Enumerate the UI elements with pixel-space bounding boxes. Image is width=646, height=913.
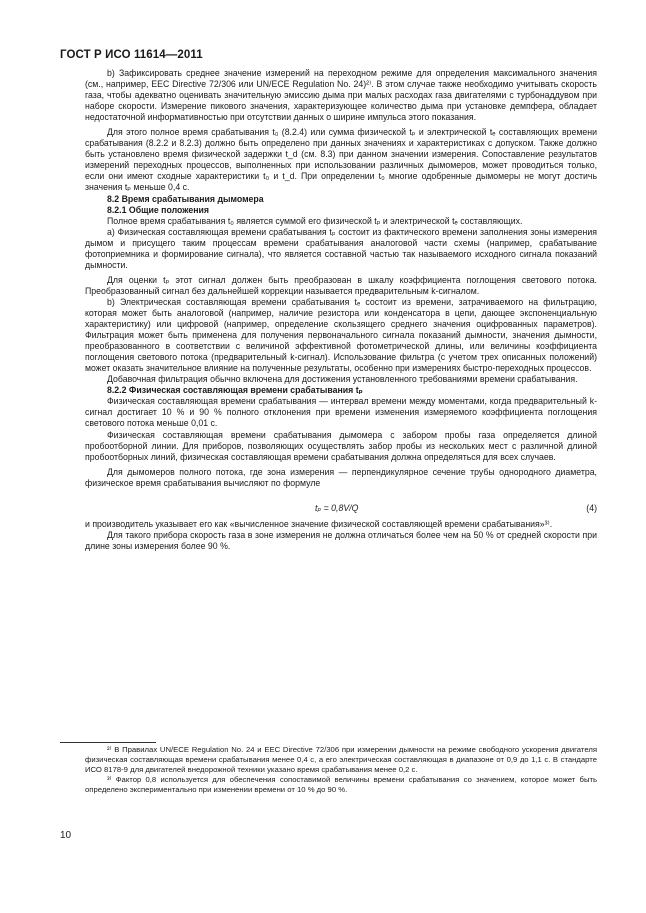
paragraph-manufacturer-value: и производитель указывает его как «вычисленное значение физической составляющей времени срабатывания»³⁾. xyxy=(85,518,553,529)
paragraph-k-signal: Для оценки tₚ этот сигнал должен быть преобразован в шкалу коэффициента поглощения светового потока. Преобразованный сигнал без дальнейшей коррекции называется предварительным k-сигналом. xyxy=(85,274,597,296)
formula-4 xyxy=(85,493,597,515)
body-text xyxy=(85,68,597,552)
section-heading-8-2: 8.2 Время срабатывания дымомера xyxy=(107,193,264,204)
paragraph-b-peak-measurement: b) Зафиксировать среднее значение измерений на переходном режиме для определения максимального значения (см., например, ЕЕС Directive 72/306 или UN/ECE Regulation No. 24)²⁾. В этом случае также необходимо учитывать скорость газа, чтобы адекватно оценивать значительную эмиссию дыма при малых расходах газа двигателями с турбонаддувом при наборе скорости. Измерение пикового значения, характеризующее количество дыма при установке демпфера, обладает недостаточной информативностью при отсутствии данных о ширине импульса этого показания. xyxy=(85,68,597,123)
paragraph-gas-velocity: Для такого прибора скорость газа в зоне измерения не должна отличаться более чем на 50 % от средней скорости при длине зоны измерения более 90 %. xyxy=(85,529,597,551)
footnote-divider xyxy=(60,742,156,743)
paragraph-additional-filtering: Добавочная фильтрация обычно включена для достижения установленного требованиями времени срабатывания. xyxy=(107,374,578,385)
section-heading-8-2-2: 8.2.2 Физическая составляющая времени срабатывания tₚ xyxy=(107,385,363,396)
formula-number: (4) xyxy=(586,502,597,513)
document-header: ГОСТ Р ИСО 11614—2011 xyxy=(60,49,203,61)
footnote-3: ³⁾ Фактор 0,8 используется для обеспечения сопоставимой величины времени срабатывания со значением, которое может быть определено экспериментально при изменении времени от 10 % до 90 %. xyxy=(85,775,597,795)
paragraph-response-time-requirements: Для этого полное время срабатывания t₀ (8.2.4) или сумма физической tₚ и электрической tₑ составляющих времени срабатывания (8.2.2 и 8.2.3) должно быть определено при данных значениях и характеристиках с допуском. Также должно быть установлено время физической задержки t_d (см. 8.3) при данном значении измерения. Сопоставление результатов измерений переходных процессов, выполненных при использовании различных дымомеров, может проводиться только, если они имеют сходные характеристики t₀ и t_d. При определении t₀ многие одобренные дымомеры не могут достичь значения tₚ меньше 0,4 с. xyxy=(85,127,598,193)
section-heading-8-2-1: 8.2.1 Общие положения xyxy=(107,204,209,215)
page-number: 10 xyxy=(60,830,72,841)
paragraph-physical-definition: Физическая составляющая времени срабатывания — интервал времени между моментами, когда предварительный k-сигнал достигает 10 % и 90 % полного отклонения при времени изменения измеряемого коэффициента поглощения светового потока меньше 0,01 с. xyxy=(85,396,597,429)
paragraph-sampling-line: Физическая составляющая времени срабатывания дымомера с забором пробы газа определяется длиной пробоотборной линии. Для приборов, позволяющих осуществлять забор пробы из нескольких мест с различной длиной пробоотборных линий, физическая составляющая времени срабатывания должна определяться для всех случаев. xyxy=(85,429,597,462)
paragraph-a-physical-component: а) Физическая составляющая времени срабатывания tₚ состоит из фактического времени заполнения зоны измерения дымом и присущего таким процессам времени срабатывания аналоговой части схемы (например, срабатывание фотоприемника и формирование сигнала), что является составной частью так называемого исходного сигнала показаний дымности. xyxy=(85,226,597,270)
paragraph-b-electrical-component: b) Электрическая составляющая времени срабатывания tₑ состоит из времени, затрачиваемого на фильтрацию, которая может быть аналоговой (например, наличие резистора или конденсатора в цепи, дающее экспоненциальную характеристику) или цифровой (например, определение скользящего среднего значения оцифрованных параметров). Фильтрация может быть применена для получения первоначального сигнала показаний дымности, значения дымности, преобразованного в соответствии с величиной эффективной фотометрической длины, или величины коэффициента поглощения светового потока (предварительный k-сигнал). Использование фильтра (с учетом трех описанных положений) может оказать значительное влияние на полученные результаты, особенно при измерениях быстро-переходных процессов. xyxy=(85,296,597,374)
footnote-2: ²⁾ В Правилах UN/ECE Regulation No. 24 и ЕЕС Directive 72/306 при измерении дымности на режиме свободного ускорения двигателя физическая составляющая времени срабатывания менее 0,4 с, а его электрическая составляющая в диапазоне от 0,9 до 1,1 с. В стандарте ИСО 8178-9 для двигателей внедорожной техники указано время срабатывания менее 0,2 с. xyxy=(85,745,597,774)
paragraph-total-response-time: Полное время срабатывания t₀ является суммой его физической tₚ и электрической tₑ составляющих. xyxy=(107,215,523,226)
formula-expression: tₚ = 0,8V/Q xyxy=(315,502,359,513)
footnotes xyxy=(85,745,597,796)
paragraph-full-flow: Для дымомеров полного потока, где зона измерения — перпендикулярное сечение трубы однородного диаметра, физическое время срабатывания вычисляют по формуле xyxy=(85,466,597,488)
